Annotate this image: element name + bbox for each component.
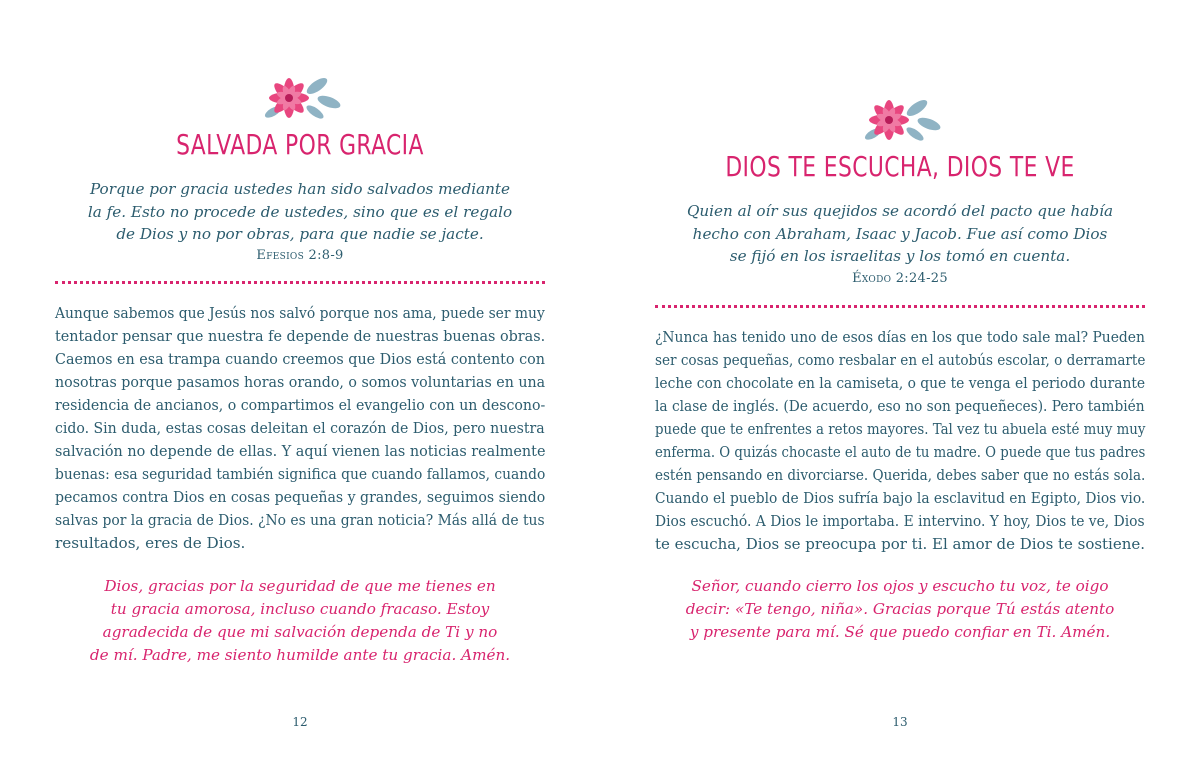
prayer (655, 575, 1145, 644)
body-line: Dios escuchó. A Dios le importaba. E intervino. Y hoy, Dios te ve, Dios (655, 512, 1145, 530)
body-line: tentador pensar que nuestra fe depende de nuestras buenas obras. (55, 327, 546, 345)
prayer-line: decir: «Te tengo, niña». Gracias porque Tú estás atento (685, 600, 1115, 618)
pink-flower-icon (855, 90, 945, 154)
page-right (600, 0, 1200, 764)
body-line: puede que te enfrentes a retos mayores. Tal vez tu abuela esté muy muy (655, 420, 1146, 438)
body-line: la clase de inglés. (De acuerdo, eso no son pequeñeces). Pero también (655, 397, 1145, 415)
verse-reference: Efesios 2:8-9 (256, 248, 344, 263)
body-line: residencia de ancianos, o compartimos el evangelio con un descono- (55, 396, 546, 414)
prayer (55, 575, 545, 667)
prayer-line: Señor, cuando cierro los ojos y escucho tu voz, te oigo (691, 577, 1109, 595)
page-title: DIOS TE ESCUCHA, DIOS TE VE (725, 150, 1075, 183)
body-line: te escucha, Dios se preocupa por ti. El amor de Dios te sostiene. (655, 535, 1145, 553)
devotional-body (655, 326, 1145, 556)
verse-line: de Dios y no por obras, para que nadie se jacte. (116, 225, 484, 243)
body-line: Cuando el pueblo de Dios sufría bajo la esclavitud en Egipto, Dios vio. (655, 489, 1146, 507)
prayer-line: Dios, gracias por la seguridad de que me tienes en (104, 577, 496, 595)
body-line: leche con chocolate en la camiseta, o que te venga el periodo durante (655, 374, 1146, 392)
verse-line: hecho con Abraham, Isaac y Jacob. Fue así como Dios (692, 224, 1108, 243)
body-line: Aunque sabemos que Jesús nos salvó porque nos ama, puede ser muy (55, 304, 545, 322)
dotted-divider (55, 281, 545, 284)
body-line: pecamos contra Dios en cosas pequeñas y grandes, seguimos siendo (55, 488, 546, 506)
prayer-line: agradecida de que mi salvación dependa de Ti y no (102, 623, 498, 641)
prayer-line: tu gracia amorosa, incluso cuando fracaso. Estoy (110, 600, 490, 618)
body-line: cido. Sin duda, estas cosas deleitan el corazón de Dios, pero nuestra (55, 419, 545, 437)
dotted-divider (655, 305, 1145, 308)
body-line: salvas por la gracia de Dios. ¿No es una gran noticia? Más allá de tus (55, 511, 545, 529)
page-title: SALVADA POR GRACIA (176, 128, 424, 161)
body-line: buenas: esa seguridad también significa que cuando fallamos, cuando (55, 465, 546, 483)
verse-line: se fijó en los israelitas y los tomó en cuenta. (729, 247, 1071, 265)
scripture-verse (655, 200, 1145, 268)
pink-flower-icon (255, 68, 345, 132)
body-line: ser cosas pequeñas, como resbalar en el autobús escolar, o derramarte (655, 351, 1146, 369)
verse-reference: Éxodo 2:24-25 (852, 271, 948, 286)
body-line: enferma. O quizás chocaste el auto de tu madre. O puede que tus padres (655, 443, 1146, 461)
page-number: 13 (892, 715, 908, 729)
verse-line: Porque por gracia ustedes han sido salvados mediante (89, 180, 511, 198)
verse-line: Quien al oír sus quejidos se acordó del pacto que había (686, 202, 1114, 220)
prayer-line: y presente para mí. Sé que puedo confiar en Ti. Amén. (689, 623, 1111, 641)
body-line: nosotras porque pasamos horas orando, o somos voluntarias en una (55, 373, 546, 391)
prayer-line: de mí. Padre, me siento humilde ante tu gracia. Amén. (89, 646, 511, 664)
body-line: estén pensando en divorciarse. Querida, debes saber que no estás sola. (655, 466, 1146, 484)
body-line: Caemos en esa trampa cuando creemos que Dios está contento con (55, 350, 545, 368)
verse-line: la fe. Esto no procede de ustedes, sino que es el regalo (87, 202, 513, 221)
page-number: 12 (292, 715, 308, 729)
body-line: resultados, eres de Dios. (55, 534, 246, 552)
body-line: salvación no depende de ellas. Y aquí vienen las noticias realmente (55, 442, 546, 460)
scripture-verse (55, 178, 545, 246)
devotional-body (55, 302, 545, 555)
body-line: ¿Nunca has tenido uno de esos días en los que todo sale mal? Pueden (655, 328, 1145, 346)
